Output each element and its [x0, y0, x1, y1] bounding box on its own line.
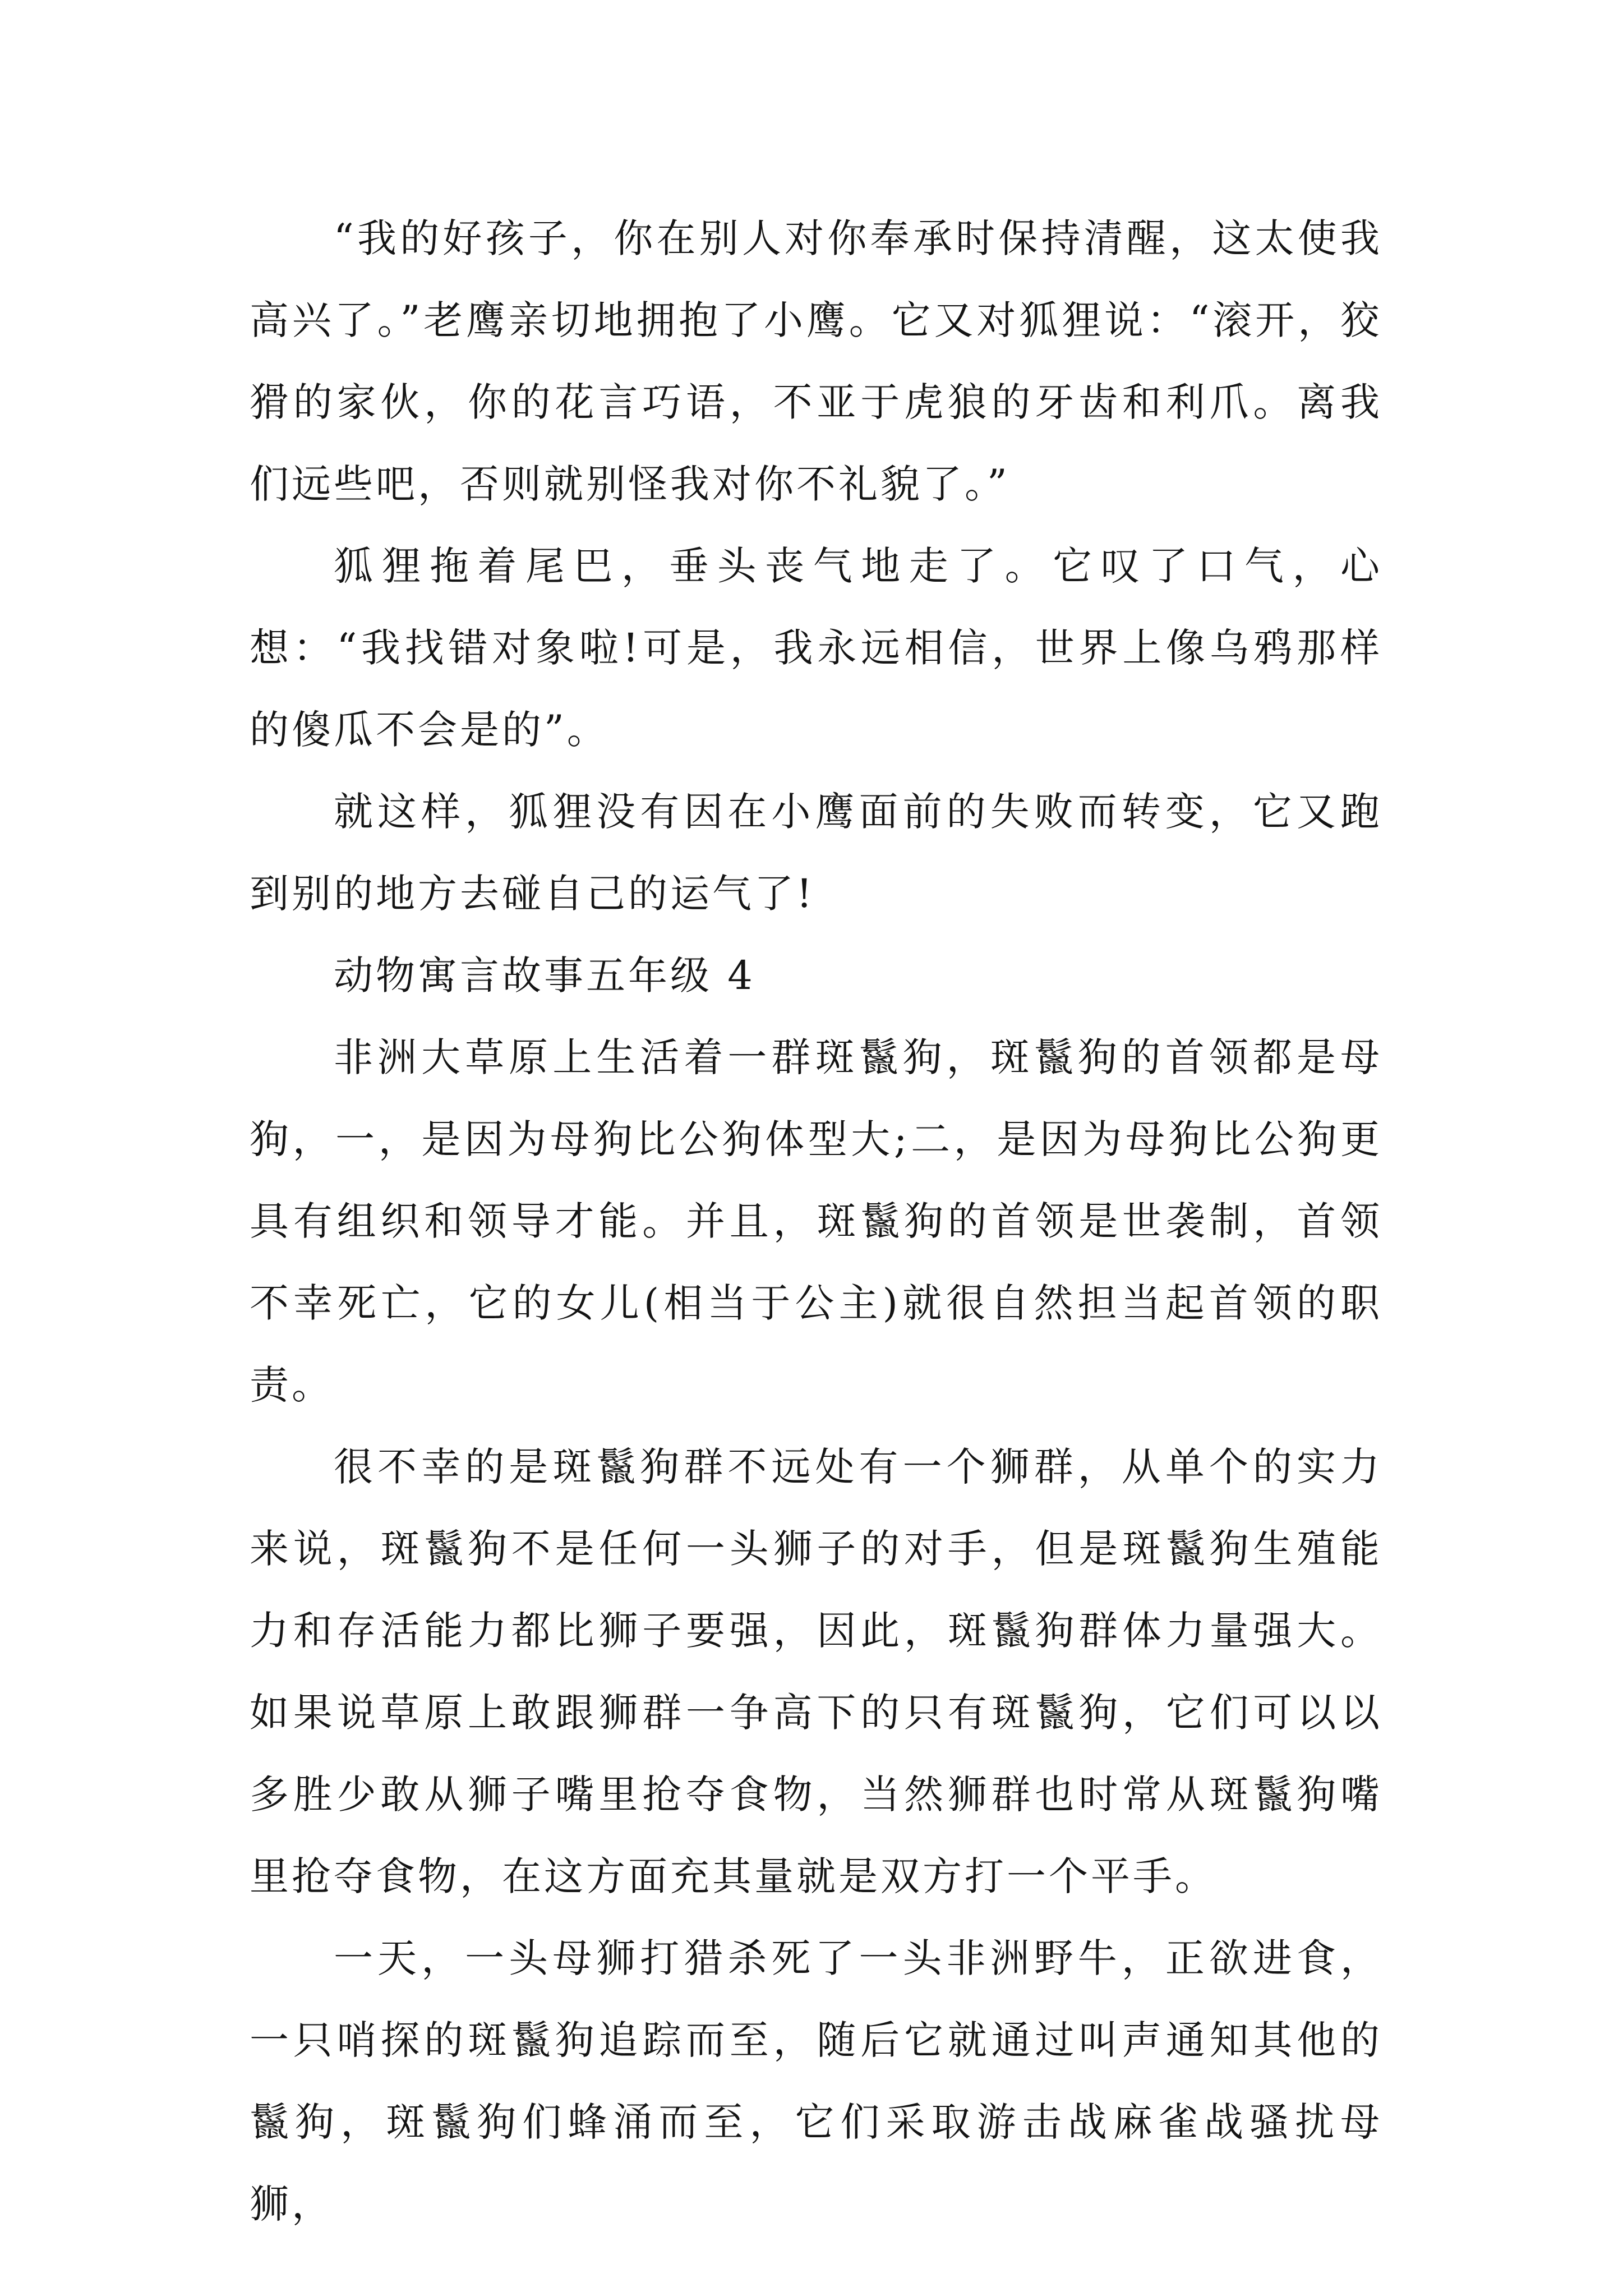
paragraph: 就这样，狐狸没有因在小鹰面前的失败而转变，它又跑到别的地方去碰自己的运气了! — [250, 789, 1382, 917]
paragraph: 非洲大草原上生活着一群斑鬣狗，斑鬣狗的首领都是母狗，一，是因为母狗比公狗体型大;二，是因为母狗比公狗更具有组织和领导才能。并且，斑鬣狗的首领是世袭制，首领不幸死亡，它的女儿(相当于公主)就很自然担当起首领的职责。 — [250, 1034, 1382, 1408]
paragraph: “我的好孩子，你在别人对你奉承时保持清醒，这太使我高兴了。”老鹰亲切地拥抱了小鹰。它又对狐狸说：“滚开，狡猾的家伙，你的花言巧语，不亚于虎狼的牙齿和利爪。离我们远些吧，否则就别怪我对你不礼貌了。” — [250, 215, 1382, 507]
paragraph: 一天，一头母狮打猎杀死了一头非洲野牛，正欲进食，一只哨探的斑鬣狗追踪而至，随后它就通过叫声通知其他的鬣狗，斑鬣狗们蜂涌而至，它们采取游击战麻雀战骚扰母狮， — [250, 1935, 1382, 2227]
document-body — [250, 197, 1382, 2245]
section-title: 动物寓言故事五年级 4 — [334, 953, 755, 999]
paragraph: 很不幸的是斑鬣狗群不远处有一个狮群，从单个的实力来说，斑鬣狗不是任何一头狮子的对手，但是斑鬣狗生殖能力和存活能力都比狮子要强，因此，斑鬣狗群体力量强大。如果说草原上敢跟狮群一争高下的只有斑鬣狗，它们可以以多胜少敢从狮子嘴里抢夺食物，当然狮群也时常从斑鬣狗嘴里抢夺食物，在这方面充其量就是双方打一个平手。 — [250, 1444, 1382, 1899]
paragraph: 狐狸拖着尾巴，垂头丧气地走了。它叹了口气，心想：“我找错对象啦!可是，我永远相信，世界上像乌鸦那样的傻瓜不会是的”。 — [250, 543, 1382, 753]
